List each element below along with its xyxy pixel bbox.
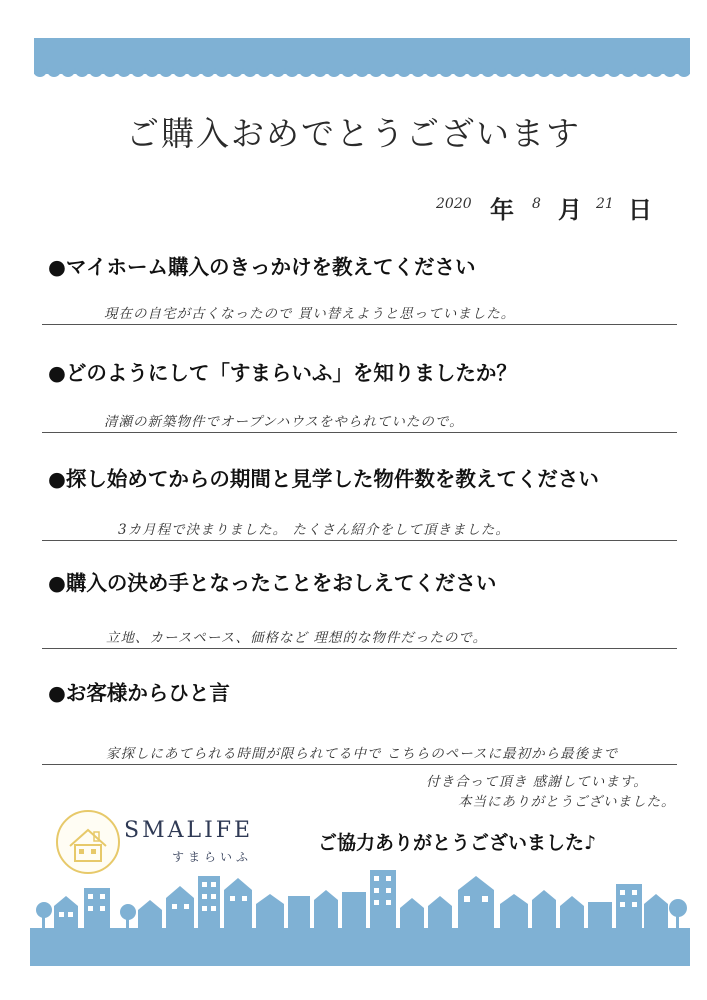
answer-1: 現在の自宅が古くなったので 買い替えようと思っていました。 (104, 306, 516, 322)
answer-4: 立地、カースペース、価格など 理想的な物件だったので。 (106, 630, 488, 646)
page-title: ご購入おめでとうございます (126, 114, 581, 153)
answer-5-line-1: 家探しにあてられる時間が限られてる中で こちらのペースに最初から最後まで (106, 746, 619, 762)
date-day-label: 日 (628, 196, 652, 224)
answer-5-line-2: 付き合って頂き 感謝しています。 (426, 774, 648, 790)
thanks-message: ご協力ありがとうございました♪ (318, 832, 597, 854)
question-3: ●探し始めてからの期間と見学した物件数を教えてください (48, 467, 599, 491)
answer-line-5 (42, 764, 677, 765)
scallop-border (34, 68, 690, 80)
city-skyline-illustration (30, 870, 690, 966)
question-4: ●購入の決め手となったことをおしえてください (48, 571, 497, 595)
logo-name: SMALIFE (124, 818, 254, 843)
answer-line-2 (42, 432, 677, 433)
date-month-label: 月 (558, 196, 582, 224)
date-year: 2020 (436, 196, 472, 212)
logo-subtitle: すまらいふ (172, 850, 253, 864)
answer-5-line-3: 本当にありがとうございました。 (458, 794, 676, 810)
answer-3: 3カ月程で決まりました。 たくさん紹介をして頂きました。 (118, 522, 510, 538)
question-5: ●お客様からひと言 (48, 681, 230, 705)
date-day: 21 (596, 196, 614, 212)
date-row (432, 190, 672, 224)
logo-house-icon (56, 810, 120, 874)
question-1: ●マイホーム購入のきっかけを教えてください (48, 255, 476, 279)
date-year-label: 年 (490, 196, 514, 224)
question-2: ●どのようにして「すまらいふ」を知りましたか？ (48, 361, 517, 385)
answer-line-4 (42, 648, 677, 649)
answer-line-3 (42, 540, 677, 541)
date-month: 8 (532, 196, 541, 212)
answer-2: 清瀬の新築物件でオープンハウスをやられていたので。 (104, 414, 464, 430)
answer-line-1 (42, 324, 677, 325)
